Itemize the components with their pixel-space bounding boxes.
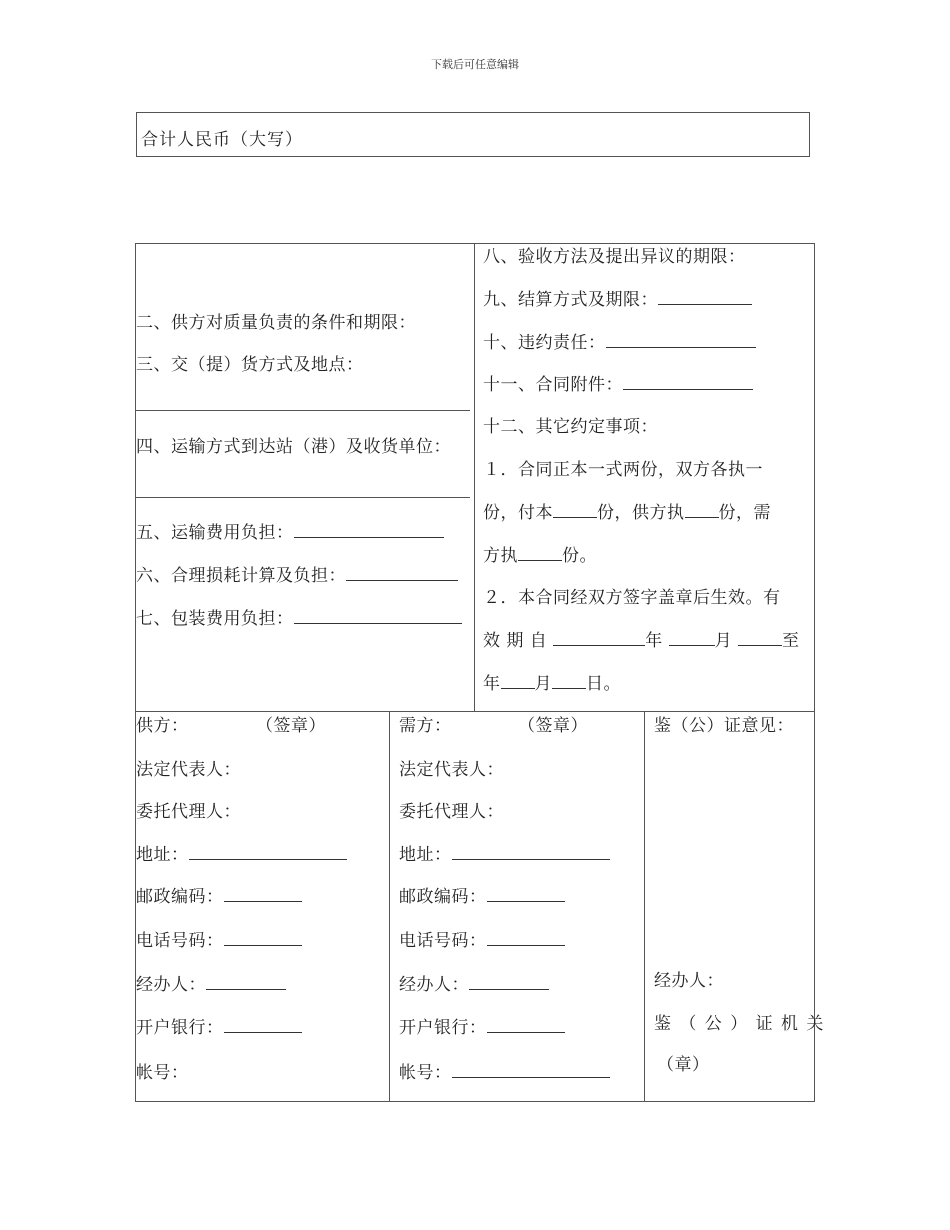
valid-from-month-blank[interactable]: [669, 631, 715, 646]
supplier-handler-label: 经办人：: [136, 975, 206, 995]
item-10-label: 十、违约责任：: [483, 333, 606, 353]
supplier-bank-blank[interactable]: [224, 1018, 302, 1033]
notary-handler-label: 经办人：: [654, 971, 724, 991]
clause-1-line-3: [483, 546, 597, 566]
supplier-address-blank[interactable]: [189, 845, 347, 860]
clause-2-text-a: 效 期 自: [483, 631, 548, 651]
clause-1-text-e: 份。: [562, 546, 597, 566]
item-2-quality-terms: 二、供方对质量负责的条件和期限：: [136, 313, 416, 333]
supplier-seal-label: （签章）: [256, 716, 326, 736]
header-note: 下载后可任意编辑: [431, 58, 519, 71]
buyer-phone: [399, 931, 565, 951]
item-5-transport-cost: [136, 523, 444, 543]
buyer-postcode-label: 邮政编码：: [399, 887, 487, 907]
buyer-phone-label: 电话号码：: [399, 931, 487, 951]
buyer-account-blank[interactable]: [452, 1063, 610, 1078]
supplier-agent: 委托代理人：: [136, 802, 241, 822]
item-7-packaging-cost: [136, 609, 462, 629]
item-12-other: 十二、其它约定事项：: [483, 417, 658, 437]
clause-2-year: 年: [645, 631, 663, 651]
item-10-liability: [483, 333, 756, 353]
item-5-label: 五、运输费用负担：: [136, 523, 294, 543]
supplier-postcode: [136, 887, 302, 907]
item-7-blank[interactable]: [294, 609, 462, 624]
supplier-address-label: 地址：: [136, 845, 189, 865]
buyer-agent: 委托代理人：: [399, 802, 504, 822]
valid-to-year-blank[interactable]: [501, 674, 535, 689]
clause-2-month-2: 月: [534, 674, 552, 694]
clause-2-year-2: 年: [483, 674, 501, 694]
clause-2-line-2: [483, 631, 800, 651]
buyer-seal-label: （签章）: [518, 716, 588, 736]
supplier-phone-label: 电话号码：: [136, 931, 224, 951]
item-5-blank[interactable]: [294, 523, 444, 538]
notary-opinion-label: 鉴（公）证意见：: [654, 716, 794, 736]
item-9-settlement: [483, 290, 752, 310]
buyer-handler-blank[interactable]: [469, 975, 549, 990]
item-6-loss-calc: [136, 566, 458, 586]
clause-2-to: 至: [782, 631, 800, 651]
item-6-blank[interactable]: [346, 566, 458, 581]
item-11-attachments: [483, 375, 753, 395]
item-10-blank[interactable]: [606, 333, 756, 348]
supplier-copies-blank[interactable]: [685, 503, 719, 518]
clause-1-line-1: １．合同正本一式两份，双方各执一: [483, 460, 763, 480]
item-11-blank[interactable]: [623, 375, 753, 390]
buyer-bank-label: 开户银行：: [399, 1018, 487, 1038]
clause-2-line-1: ２．本合同经双方签字盖章后生效。有: [483, 588, 781, 608]
supplier-bank: [136, 1018, 302, 1038]
supplier-legal-rep: 法定代表人：: [136, 760, 241, 780]
clause-1-text-c: 份，需: [718, 503, 771, 523]
clause-2-month: 月: [714, 631, 733, 651]
item-9-blank[interactable]: [658, 290, 752, 305]
buyer-address-blank[interactable]: [452, 845, 610, 860]
item-9-label: 九、结算方式及期限：: [483, 290, 658, 310]
item-8-acceptance: 八、验收方法及提出异议的期限：: [483, 247, 746, 267]
buyer-bank-blank[interactable]: [487, 1018, 565, 1033]
notary-seal-label: （章）: [657, 1055, 710, 1075]
buyer-bank: [399, 1018, 565, 1038]
buyer-account: [399, 1063, 610, 1083]
supplier-address: [136, 845, 347, 865]
buyer-legal-rep: 法定代表人：: [399, 760, 504, 780]
clause-1-text-a: 份，付本: [483, 503, 553, 523]
buyer-handler-label: 经办人：: [399, 975, 469, 995]
clause-2-line-3: [483, 674, 621, 694]
buyer-party-label: 需方：: [399, 716, 452, 736]
item-11-label: 十一、合同附件：: [483, 375, 623, 395]
supplier-handler-blank[interactable]: [206, 975, 286, 990]
copies-held-blank[interactable]: [553, 503, 597, 518]
item-4-transport-method: 四、运输方式到达站（港）及收货单位：: [136, 437, 451, 457]
supplier-bank-label: 开户银行：: [136, 1018, 224, 1038]
supplier-postcode-label: 邮政编码：: [136, 887, 224, 907]
supplier-postcode-blank[interactable]: [224, 887, 302, 902]
buyer-phone-blank[interactable]: [487, 931, 565, 946]
total-rmb-label: 合计人民币（大写）: [141, 130, 303, 150]
supplier-handler: [136, 975, 286, 995]
buyer-account-label: 帐号：: [399, 1063, 452, 1083]
supplier-phone: [136, 931, 302, 951]
buyer-handler: [399, 975, 549, 995]
item-3-delivery-method: 三、交（提）货方式及地点：: [136, 355, 364, 375]
supplier-phone-blank[interactable]: [224, 931, 302, 946]
clause-1-text-d: 方执: [483, 546, 518, 566]
clause-1-line-2: [483, 503, 771, 523]
item-7-label: 七、包装费用负担：: [136, 609, 294, 629]
buyer-postcode-blank[interactable]: [487, 887, 565, 902]
clause-1-text-b: 份，供方执: [597, 503, 685, 523]
valid-from-day-blank[interactable]: [738, 631, 782, 646]
clause-2-day: 日。: [586, 674, 621, 694]
buyer-address-label: 地址：: [399, 845, 452, 865]
item-6-label: 六、合理损耗计算及负担：: [136, 566, 346, 586]
total-rmb-box: [136, 112, 810, 157]
notary-authority-label: 鉴 （ 公 ） 证 机 关: [654, 1014, 824, 1034]
valid-to-month-blank[interactable]: [552, 674, 586, 689]
supplier-account: 帐号：: [136, 1063, 189, 1083]
valid-from-year-blank[interactable]: [553, 631, 645, 646]
buyer-postcode: [399, 887, 565, 907]
supplier-party-label: 供方：: [136, 716, 189, 736]
buyer-address: [399, 845, 610, 865]
buyer-copies-blank[interactable]: [518, 546, 562, 561]
